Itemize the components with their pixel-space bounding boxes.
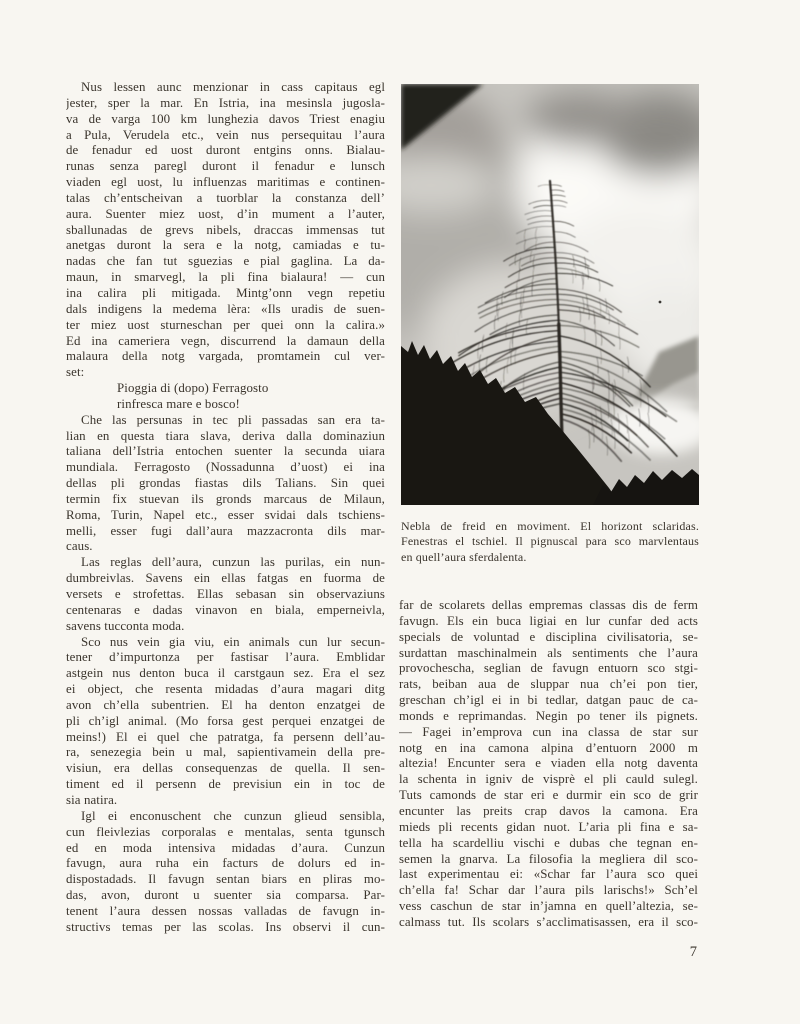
bare-larch-tree-photo: [401, 84, 699, 505]
text-line: last experimentau ei: «Schar far l’aura sco quei: [399, 867, 698, 882]
text-line: ra, senezegia bein u mal, sapientivamein della pre-: [66, 745, 385, 760]
text-line: — Fagei in’emprova cun ina classa de star sur: [399, 724, 698, 739]
verse-paragraph: [66, 381, 385, 413]
text-line: greschan ch’igl ei in bi tedlar, datgan pauc de ca-: [399, 693, 698, 708]
text-line: vess caschun de star in’jamna en quell’altezia, se-: [399, 899, 698, 914]
text-line: notg en ina camona alpina d’entuorn 2000 m: [399, 740, 698, 755]
text-line: dellas pli grondas fiastas dils Talians. Sin quei: [66, 476, 385, 491]
text-line: ina calira pli mitigada. Mintg’onn vegn repetiu: [66, 285, 385, 300]
text-line: far de scolarets dellas empremas classas dis de ferm: [399, 598, 698, 612]
text-line: talas ch’entscheivan a tuorblar la constanza dell’: [66, 190, 385, 205]
text-line: sballunadas de grevs nibels, draccas immensas tut: [66, 222, 385, 237]
text-line: centenaras e dadas vinavon en biala, emperneivla,: [66, 602, 385, 617]
paragraph: [66, 809, 385, 936]
text-line: altezia! Encunter sera e viaden ella notg daventa: [399, 756, 698, 771]
text-line: Igl ei enconuschent che cunzun glieud sensibla,: [81, 808, 385, 823]
text-line: a Pula, Verudela etc., vein nus persequitau l’aura: [66, 127, 385, 142]
text-line: favugn. Els ein buca ligiai en lur cunfar ded acts: [399, 613, 698, 628]
text-line: Nus lessen aunc menzionar in cass capitaus egl: [81, 80, 385, 94]
text-line: monds e reprimandas. Negin po tener ils pignets.: [399, 708, 698, 723]
text-line: Fenestras el tschiel. Il pignuscal para sco marvlentaus: [401, 534, 699, 549]
paragraph: [399, 598, 698, 931]
text-line: Pioggia di (dopo) Ferragosto: [117, 381, 269, 396]
text-line: mieds pli recents gidan nuot. L’aria pli fina e sa-: [399, 819, 698, 834]
paragraph: [66, 555, 385, 634]
text-line: ed en moda intensiva midadas d’aura. Cunzun: [66, 840, 385, 855]
text-line: taliana dell’Istria entochen suenter la secunda uiara: [66, 444, 385, 459]
text-line: visiun, era dellas consequenzas de quella. Il sen-: [66, 761, 385, 776]
text-line: lian en questa tiara slava, deriva dalla dominaziun: [66, 428, 385, 443]
photo-bird-speck: [659, 301, 662, 304]
text-line: provochescha, seglian de favugn entuorn sco stgi-: [399, 661, 698, 676]
paragraph: [66, 80, 385, 381]
text-line: caus.: [66, 539, 93, 554]
text-line: runas senza paregl duront il fenadur e lunsch: [66, 159, 385, 174]
text-line: meins!) El ei quel che patratga, fa persenn dell’au-: [66, 729, 385, 744]
text-line: rinfresca mare e bosco!: [117, 396, 240, 411]
text-line: tenent l’aura dessen nossas valladas de favugn in-: [66, 903, 385, 918]
text-line: mundiala. Ferragosto (Nossadunna d’uost) ei ina: [66, 460, 385, 475]
text-line: dals indigens la medema lèra: «Ils uradis de suen-: [66, 301, 385, 316]
right-column: [399, 598, 698, 931]
paragraph: [401, 519, 699, 565]
text-line: melli, esser fugi dall’aura mazzacronta dils mar-: [66, 523, 385, 538]
text-line: Sco nus vein gia viu, ein animals cun lur secun-: [81, 634, 385, 649]
text-line: de fenadur ed uost duront entgins onns. Bialau-: [66, 143, 385, 158]
text-line: Ed ina cameriera vegn, discurrend la damaun della: [66, 333, 385, 348]
text-line: maun, in smarvegl, la pli fina bialaura! — cun: [66, 270, 385, 285]
text-line: cun fleivlezias corporalas e mentalas, senta tgunsch: [66, 824, 385, 839]
text-line: jester, sper la mar. En Istria, ina mesinsla jugosla-: [66, 95, 385, 110]
text-line: set:: [66, 365, 85, 380]
text-line: ter miez uost sturneschan per quei onn la calira.»: [66, 317, 385, 332]
text-line: dumbreivlas. Savens ein ellas fatgas en fuorma de: [66, 571, 385, 586]
text-line: tella ha scardelliu vischi e dubas che tegnan en-: [399, 835, 698, 850]
text-line: Tuts camonds de star eri e durmir ein sco de grir: [399, 788, 698, 803]
text-line: ei object, che resenta midadas d’aura magari ditg: [66, 682, 385, 697]
text-line: nadas che fan tut sguezias e pial gaglina. La da-: [66, 254, 385, 269]
text-line: dispostadads. Il favugn sentan biars en pliras mo-: [66, 872, 385, 887]
text-line: surdattan maschinalmein als sentiments che l’aura: [399, 645, 698, 660]
text-line: aura. Suenter miez uost, d’in mument a l’auter,: [66, 206, 385, 221]
larch-photo-figure: [401, 84, 699, 505]
text-line: ch’ella fa! Schar dar l’aura pils larischs!» Sch’el: [399, 883, 698, 898]
text-line: versets e strofettas. Ellas sebasan sin observaziuns: [66, 587, 385, 601]
text-line: la schenta in igniv de visprè el pli cauld sulegl.: [399, 772, 698, 787]
text-line: va de varga 100 km lunghezia davos Triest enagiu: [66, 111, 385, 126]
text-line: Che las persunas in tec pli passadas san era ta-: [81, 412, 385, 427]
text-line: specials de voluntad e disciplina civilisatoria, se-: [399, 629, 698, 644]
text-line: structivs temas per las scolas. Ins observi il cun-: [66, 919, 385, 934]
text-line: pli ch’igl animal. (Mo forsa gest perquei enzatgei de: [66, 713, 385, 728]
text-line: das, avon, duront u suenter sia comparsa. Par-: [66, 888, 385, 903]
text-line: semen la gnarva. La filosofia la megliera dil sco-: [399, 851, 698, 866]
text-line: viaden egl uost, lu influenzas maritimas e continen-: [66, 175, 385, 190]
text-line: sia natira.: [66, 792, 118, 807]
left-column: [66, 80, 385, 936]
text-line: anetgas duront la sera e la notg, camiadas e tu-: [66, 238, 385, 253]
text-line: astgein nus denton buca il carstgaun sez. Era el sez: [66, 666, 385, 681]
text-line: malaura della notg vargada, promtamein cul ver-: [66, 349, 385, 364]
text-line: Roma, Turin, Napel etc., esser svidai dals tschiens-: [66, 507, 385, 522]
text-line: Nebla de freid en moviment. El horizont sclaridas.: [401, 519, 699, 533]
text-line: tener d’impurtonza per fastisar l’aura. Emblidar: [66, 650, 385, 665]
text-line: calmass tut. Ils scolars s’acclimatisassen, era il sco-: [399, 914, 698, 929]
paragraph: [66, 635, 385, 809]
text-line: avon ch’ella subentrien. El ha denton enzatgei de: [66, 697, 385, 712]
text-line: encunter las preits crap davos la camona. Era: [399, 803, 698, 818]
text-line: Las reglas dell’aura, cunzun las purilas, ein nun-: [81, 555, 385, 570]
text-line: rats, beiban aua de sluppar nua ch’ei pon tier,: [399, 677, 698, 692]
text-line: timent ed il persenn de previsiun ein in toc de: [66, 777, 385, 792]
text-line: termin fix stuevan ils gronds marcaus de Milaun,: [66, 491, 385, 506]
text-line: en quell’aura sferdalenta.: [401, 549, 527, 564]
page-number: 7: [689, 944, 697, 960]
photo-caption: [401, 519, 699, 565]
text-line: favugn, aura ruha ein facturs de dolurs ed in-: [66, 856, 385, 871]
text-line: savens tucconta moda.: [66, 618, 185, 633]
paragraph: [66, 413, 385, 556]
